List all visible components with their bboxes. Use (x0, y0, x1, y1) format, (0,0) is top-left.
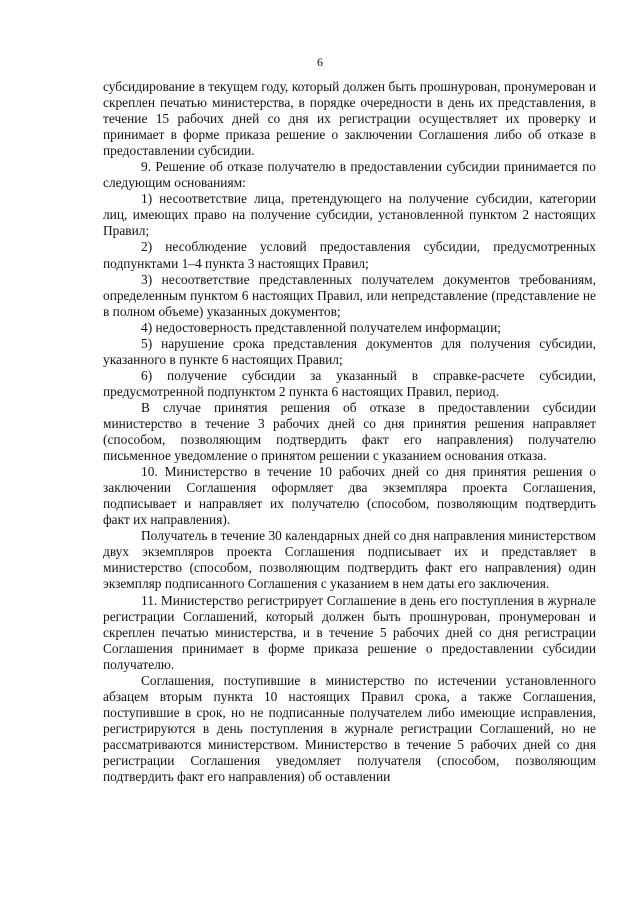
paragraph-subsidy-continuation: субсидирование в текущем году, который должен быть прошнурован, пронумерован и скреплен печатью министерства, в порядке очередности в день их представления, в течение 15 рабочих дней со дня их регистрации осуществляет их проверку и принимает в форме приказа решение о заключении Соглашения либо об отказе в предоставлении субсидии. (103, 79, 596, 159)
list-item-4: 4) недостоверность представленной получателем информации; (141, 319, 501, 335)
paragraph-11-registration: 11. Министерство регистрирует Соглашение в день его поступления в журнале регистрации Соглашений, который должен быть прошнурован, пронумерован и скреплен печатью министерства, и в течение 5 рабочих дней со дня регистрации Соглашения принимает в форме приказа решение о предоставлении субсидии получателю. (103, 592, 596, 672)
paragraph-late-agreements: Соглашения, поступившие в министерство по истечении установленного абзацем вторым пункта 10 настоящих Правил срока, а также Соглашения, поступившие в срок, но не подписанные получателем либо имеющие исправления, регистрируются в день поступления в журнале регистрации Соглашений, но не рассматриваются министерством. Министерство в течение 5 рабочих дней со дня регистрации Соглашения уведомляет получателя (способом, позволяющим подтвердить факт его направления) об оставлении (103, 672, 596, 785)
paragraph-recipient-signing: Получатель в течение 30 календарных дней со дня направления министерством двух экземпляров проекта Соглашения подписывает их и представляет в министерство (способом, позволяющим подтвердить факт его направления) один экземпляр подписанного Соглашения с указанием в нем даты его заключения. (103, 528, 596, 592)
paragraph-10-agreement-drafts: 10. Министерство в течение 10 рабочих дней со дня принятия решения о заключении Соглашения оформляет два экземпляра проекта Соглашения, подписывает и направляет их получателю (способом, позволяющим подтвердить факт их направления). (103, 464, 596, 528)
list-item-3: 3) несоответствие представленных получателем документов требованиям, определенным пунктом 6 настоящих Правил, или непредставление (представление не в полном объеме) указанных документов; (103, 271, 596, 319)
paragraph-refusal-notification: В случае принятия решения об отказе в предоставлении субсидии министерство в течение 3 рабочих дней со дня принятия решения направляет (способом, позволяющим подтвердить факт его направления) получателю письменное уведомление о принятом решении с указанием основания отказа. (103, 399, 596, 464)
document-body (103, 79, 596, 785)
list-item-1: 1) несоответствие лица, претендующего на получение субсидии, категории лиц, имеющих право на получение субсидии, установленной пунктом 2 настоящих Правил; (103, 191, 596, 239)
list-item-2: 2) несоблюдение условий предоставления субсидии, предусмотренных подпунктами 1–4 пункта 3 настоящих Правил; (103, 239, 596, 271)
page-number: 6 (317, 55, 323, 69)
list-item-6: 6) получение субсидии за указанный в справке-расчете субсидии, предусмотренной подпунктом 2 пункта 6 настоящих Правил, период. (103, 367, 596, 399)
list-item-5: 5) нарушение срока представления документов для получения субсидии, указанного в пункте 6 настоящих Правил; (103, 335, 596, 367)
paragraph-9-refusal-grounds: 9. Решение об отказе получателю в предоставлении субсидии принимается по следующим основаниям: (103, 159, 596, 191)
